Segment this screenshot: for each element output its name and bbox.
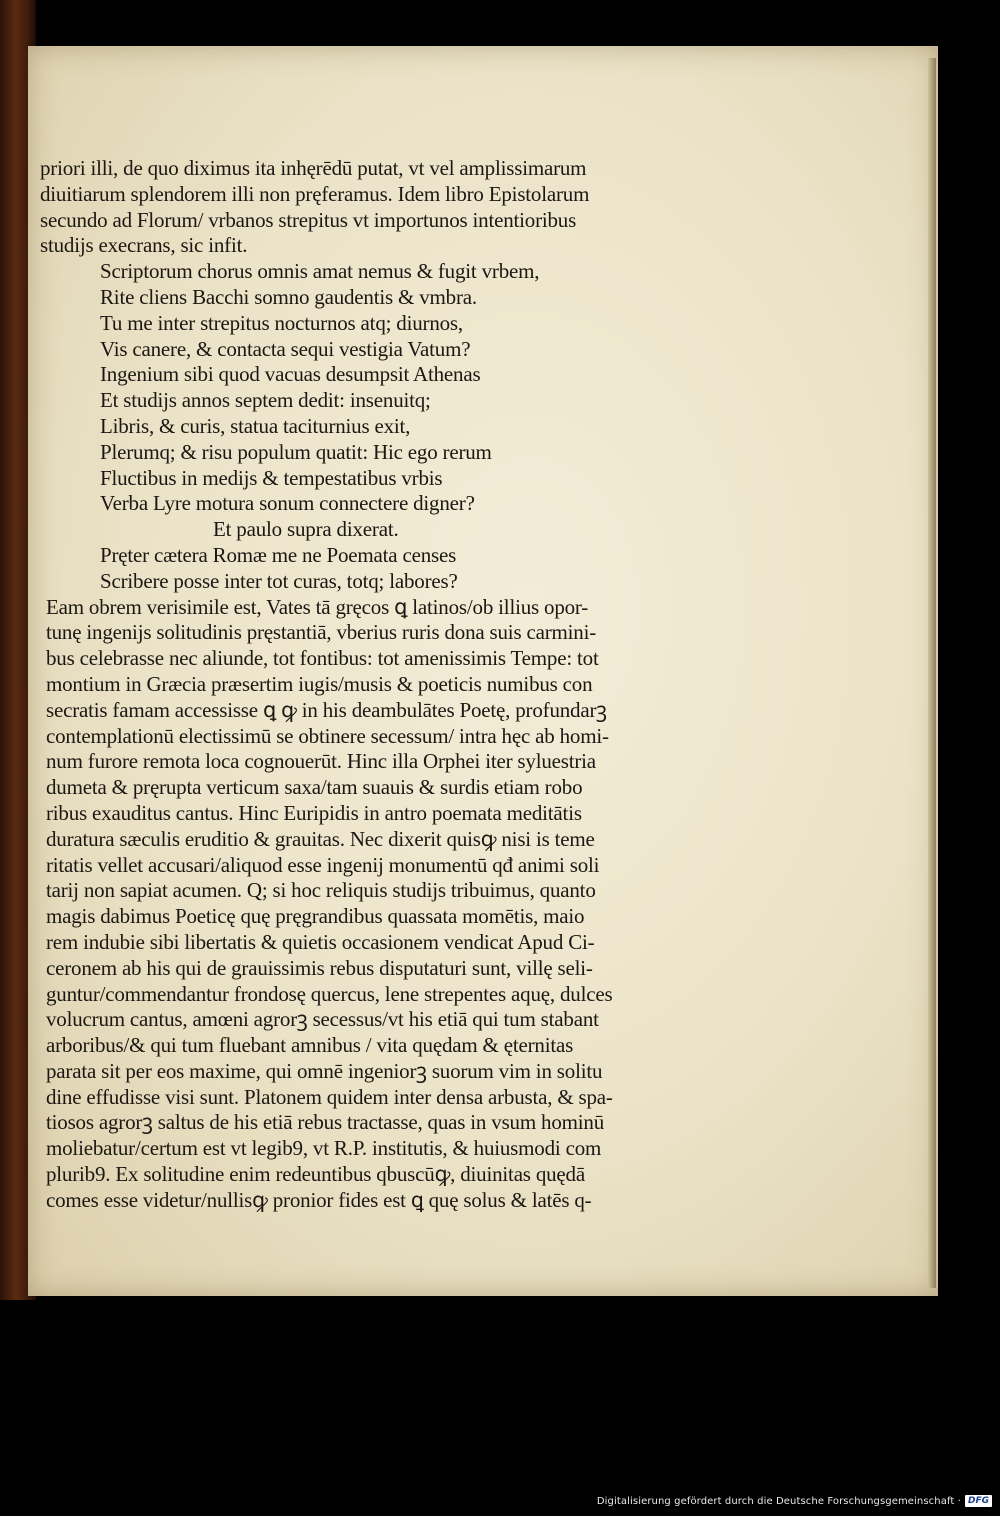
verse-line: Vis canere, & contacta sequi vestigia Vatum? [100, 336, 471, 361]
prose-line: tunę ingenijs solitudinis pręstantiā, vberius ruris dona suis carmini- [46, 620, 596, 645]
verse-line: Et studijs annos septem dedit: insenuitq; [100, 388, 431, 413]
prose-line: arboribus/& qui tum fluebant amnibus / vita quędam & ęternitas [46, 1033, 574, 1058]
footer-credit-text: Digitalisierung gefördert durch die Deutsche Forschungsgemeinschaft · [596, 1495, 961, 1507]
prose-line: moliebatur/certum est vt legib9, vt R.P. institutis, & huiusmodi com [46, 1136, 602, 1161]
prose-line: dine effudisse visi sunt. Platonem quidem inter densa arbusta, & spa- [46, 1084, 613, 1109]
prose-line: tiosos agrorꝫ saltus de his etiā rebus tractasse, quas in vsum hominū [46, 1110, 605, 1135]
footer-credit [597, 1492, 992, 1510]
verse-line: Ingenium sibi quod vacuas desumpsit Athenas [100, 362, 481, 387]
verse-line: Scriptorum chorus omnis amat nemus & fugit vrbem, [100, 259, 540, 284]
verse-line: Rite cliens Bacchi somno gaudentis & vmbra. [100, 284, 477, 309]
prose-line: plurib9. Ex solitudine enim redeuntibus qbuscūꝙ, diuinitas quędā [46, 1162, 585, 1187]
prose-line: tarij non sapiat acumen. Q; si hoc reliquis studijs tribuimus, quanto [46, 878, 596, 903]
prose-line: comes esse videtur/nullisꝙ pronior fides est ꝗ quę solus & latēs q- [46, 1187, 592, 1212]
prose-line: priori illi, de quo diximus ita inhęrēdū putat, vt vel amplissimarum [40, 156, 587, 180]
prose-line: ritatis vellet accusari/aliquod esse ingenij monumentū qđ animi soli [46, 852, 600, 877]
page-edge [928, 58, 936, 1288]
prose-line: volucrum cantus, amœni agrorꝫ secessus/vt his etiā qui tum stabant [46, 1007, 599, 1032]
prose-line: secratis famam accessisse ꝗ ꝙ in his deambulātes Poetę, profundarꝫ [46, 697, 607, 722]
prose-line: contemplationū electissimū se obtinere secessum/ intra hęc ab homi- [46, 723, 609, 748]
verse-line: Verba Lyre motura sonum connectere digner? [100, 491, 475, 516]
verse-line: Pręter cætera Romæ me ne Poemata censes [100, 542, 457, 567]
prose-line: guntur/commendantur frondosę quercus, lene strepentes aquę, dulces [46, 981, 613, 1006]
dfg-logo: DFG [965, 1495, 992, 1507]
verse-line: Scribere posse inter tot curas, totq; labores? [100, 568, 458, 593]
prose-line: diuitiarum splendorem illi non pręferamus. Idem libro Epistolarum [40, 181, 590, 206]
prose-line: montium in Græcia præsertim iugis/musis & poeticis numibus con [46, 671, 593, 696]
prose-line: studijs execrans, sic infit. [40, 233, 248, 258]
verse-line: Tu me inter strepitus nocturnos atq; diurnos, [100, 310, 463, 335]
verse-line: Libris, & curis, statua taciturnius exit, [100, 413, 411, 438]
prose-line: num furore remota loca cognouerūt. Hinc illa Orphei iter syluestria [46, 749, 596, 774]
prose-line: secundo ad Florum/ vrbanos strepitus vt importunos intentioribus [40, 207, 577, 232]
prose-line: parata sit per eos maxime, qui omnē ingeniorꝫ suorum vim in solitu [46, 1058, 603, 1083]
verse-line: Et paulo supra dixerat. [213, 517, 399, 542]
prose-line: Eam obrem verisimile est, Vates tā gręcos ꝗ latinos/ob illius opor- [46, 594, 589, 619]
page-text [40, 156, 720, 1214]
prose-line: dumeta & pręrupta verticum saxa/tam suauis & surdis etiam robo [46, 775, 583, 800]
prose-line: duratura sæculis eruditio & grauitas. Nec dixerit quisꝙ nisi is teme [46, 826, 595, 851]
prose-line: bus celebrasse nec aliunde, tot fontibus: tot amenissimis Tempe: tot [46, 646, 599, 671]
verse-line: Fluctibus in medijs & tempestatibus vrbis [100, 465, 443, 490]
prose-line: magis dabimus Poeticę quę pręgrandibus quassata momētis, maio [46, 904, 585, 929]
verse-line: Plerumq; & risu populum quatit: Hic ego rerum [100, 439, 492, 464]
prose-line: ceronem ab his qui de grauissimis rebus disputaturi sunt, villę seli- [46, 955, 593, 980]
prose-line: ribus exauditus cantus. Hinc Euripidis in antro poemata meditātis [46, 800, 582, 825]
prose-line: rem indubie sibi libertatis & quietis occasionem vendicat Apud Ci- [46, 929, 595, 954]
